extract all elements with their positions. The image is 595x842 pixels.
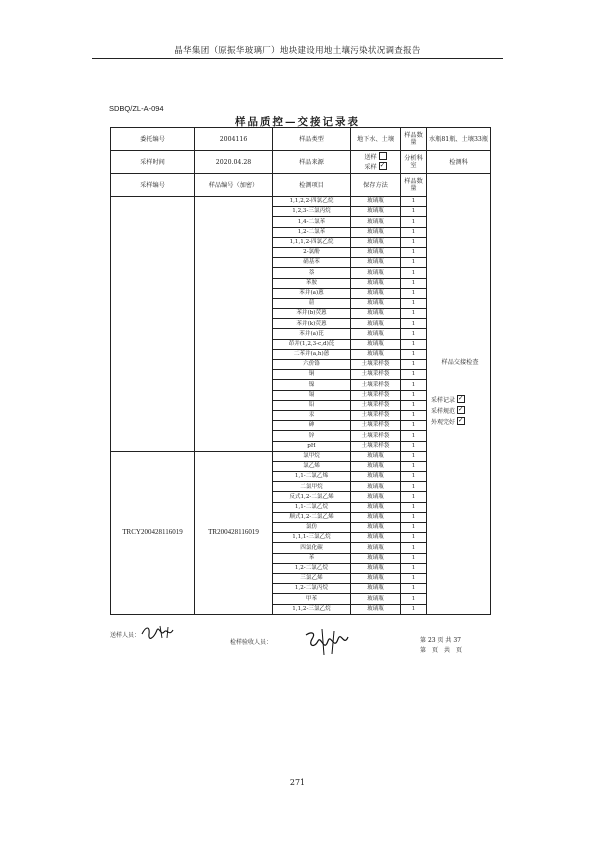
sample-no-cell — [111, 197, 195, 452]
date-label: 采样时间 — [111, 151, 195, 174]
item-name-cell: 四氯化碳 — [273, 543, 351, 553]
check-mark-icon: ✓ — [458, 416, 464, 425]
document-code: SDBQ/ZL-A-094 — [109, 104, 164, 113]
entrust-value: 2004116 — [195, 128, 273, 151]
page-count-secondary: 第 页 共 页 — [420, 647, 463, 654]
count-cell: 1 — [401, 461, 427, 471]
item-name-cell: 六价铬 — [273, 360, 351, 370]
count-cell: 1 — [401, 492, 427, 502]
item-name-cell: 苯并(a)芘 — [273, 329, 351, 339]
count-cell: 1 — [401, 380, 427, 390]
method-cell: 土壤采样袋 — [351, 360, 401, 370]
count-cell: 1 — [401, 523, 427, 533]
method-cell: 玻璃瓶 — [351, 329, 401, 339]
count-cell: 1 — [401, 197, 427, 207]
method-cell: 土壤采样袋 — [351, 380, 401, 390]
count-cell: 1 — [401, 482, 427, 492]
source-options — [351, 151, 401, 174]
item-name-cell: 1,1,1-三氯乙烷 — [273, 533, 351, 543]
count-cell: 1 — [401, 360, 427, 370]
method-label: 保存方法 — [351, 174, 401, 197]
header-row-3 — [111, 174, 491, 197]
count-cell: 1 — [401, 268, 427, 278]
method-cell: 土壤采样袋 — [351, 421, 401, 431]
sender-label: 送样人员： — [110, 632, 141, 639]
count-cell: 1 — [401, 370, 427, 380]
count-cell: 1 — [401, 227, 427, 237]
source-sample-label: 采样 — [364, 164, 377, 171]
item-name-cell: 1,2,3-三氯丙烷 — [273, 207, 351, 217]
item-name-cell: 甲苯 — [273, 594, 351, 604]
item-name-cell: 1,2-二氯乙烷 — [273, 563, 351, 573]
header-rule — [92, 58, 503, 59]
count-cell: 1 — [401, 512, 427, 522]
method-cell: 玻璃瓶 — [351, 604, 401, 614]
source-send-checkbox[interactable] — [379, 152, 387, 160]
check-item-label: 采样记录 — [431, 397, 456, 405]
item-name-cell: 苯并(b)荧蒽 — [273, 309, 351, 319]
method-cell: 玻璃瓶 — [351, 227, 401, 237]
page-total: 37 — [453, 637, 461, 644]
method-cell: 玻璃瓶 — [351, 349, 401, 359]
method-cell: 玻璃瓶 — [351, 533, 401, 543]
source-label: 样品来源 — [273, 151, 351, 174]
count-cell: 1 — [401, 288, 427, 298]
count-cell: 1 — [401, 339, 427, 349]
method-cell: 玻璃瓶 — [351, 461, 401, 471]
count-cell: 1 — [401, 247, 427, 257]
method-cell: 玻璃瓶 — [351, 512, 401, 522]
header-row-2 — [111, 151, 491, 174]
count-cell: 1 — [401, 217, 427, 227]
sample-code-cell: TR200428116019 — [195, 451, 273, 614]
count-cell: 1 — [401, 441, 427, 451]
method-cell: 玻璃瓶 — [351, 319, 401, 329]
method-cell: 玻璃瓶 — [351, 543, 401, 553]
count-cell: 1 — [401, 421, 427, 431]
source-send-label: 送样 — [364, 154, 377, 161]
source-sample-checkbox[interactable] — [379, 162, 387, 170]
page-mid: 页 共 — [437, 637, 452, 644]
count-cell: 1 — [401, 237, 427, 247]
item-name-cell: 氯甲烷 — [273, 451, 351, 461]
count-cell: 1 — [401, 400, 427, 410]
method-cell: 玻璃瓶 — [351, 298, 401, 308]
method-cell: 玻璃瓶 — [351, 482, 401, 492]
method-cell: 玻璃瓶 — [351, 523, 401, 533]
count-cell: 1 — [401, 543, 427, 553]
item-name-cell: 1,1-二氯乙烯 — [273, 472, 351, 482]
page-header: 晶华集团（原振华玻璃厂）地块建设用地土壤污染状况调查报告 — [174, 46, 421, 56]
method-cell: 玻璃瓶 — [351, 553, 401, 563]
count-label: 样品数量 — [401, 174, 427, 197]
page-number: 271 — [289, 778, 306, 787]
item-name-cell: 1,1-二氯乙烷 — [273, 502, 351, 512]
receiver-area — [230, 637, 272, 646]
check-item — [431, 417, 489, 428]
method-cell: 土壤采样袋 — [351, 400, 401, 410]
count-cell: 1 — [401, 431, 427, 441]
method-cell: 土壤采样袋 — [351, 370, 401, 380]
count-cell: 1 — [401, 451, 427, 461]
item-name-cell: 1,2-二氯丙烷 — [273, 584, 351, 594]
count-cell: 1 — [401, 278, 427, 288]
item-name-cell: 反式1,2-二氯乙烯 — [273, 492, 351, 502]
count-cell: 1 — [401, 410, 427, 420]
method-cell: 玻璃瓶 — [351, 258, 401, 268]
method-cell: 玻璃瓶 — [351, 492, 401, 502]
item-name-cell: 顺式1,2-二氯乙烯 — [273, 512, 351, 522]
check-title: 样品交接检查 — [441, 359, 479, 367]
count-cell: 1 — [401, 258, 427, 268]
item-name-cell: 二苯并(a,h)蒽 — [273, 349, 351, 359]
method-cell: 土壤采样袋 — [351, 390, 401, 400]
item-name-cell: 三氯乙烯 — [273, 573, 351, 583]
item-name-cell: 䓛 — [273, 298, 351, 308]
count-cell: 1 — [401, 502, 427, 512]
item-name-cell: 1,2-二氯苯 — [273, 227, 351, 237]
item-name-cell: 镍 — [273, 380, 351, 390]
type-value: 地下水、土壤 — [351, 128, 401, 151]
count-cell: 1 — [401, 329, 427, 339]
count-cell: 1 — [401, 584, 427, 594]
sample-code-cell — [195, 197, 273, 452]
item-name-cell: 镉 — [273, 390, 351, 400]
count-cell: 1 — [401, 319, 427, 329]
page-value: 23 — [427, 637, 436, 644]
method-cell: 玻璃瓶 — [351, 278, 401, 288]
item-name-cell: 锌 — [273, 431, 351, 441]
method-cell: 玻璃瓶 — [351, 563, 401, 573]
count-cell: 1 — [401, 563, 427, 573]
item-name-cell: 苯胺 — [273, 278, 351, 288]
check-item-checkbox[interactable] — [457, 417, 465, 425]
item-name-cell: 1,1,2-三氯乙烷 — [273, 604, 351, 614]
handover-table — [110, 127, 491, 615]
item-name-cell: 二氯甲烷 — [273, 482, 351, 492]
count-cell: 1 — [401, 594, 427, 604]
page-count — [420, 636, 462, 656]
item-name-cell: pH — [273, 441, 351, 451]
method-cell: 玻璃瓶 — [351, 217, 401, 227]
item-name-cell: 苯并(k)荧蒽 — [273, 319, 351, 329]
check-item-checkbox[interactable] — [457, 395, 465, 403]
count-cell: 1 — [401, 553, 427, 563]
item-name-cell: 1,4-二氯苯 — [273, 217, 351, 227]
item-label: 检测项目 — [273, 174, 351, 197]
item-name-cell: 2-氯酚 — [273, 247, 351, 257]
item-name-cell: 1,1,1,2-四氯乙烷 — [273, 237, 351, 247]
unit-value: 检测科 — [427, 151, 491, 174]
check-mark-icon: ✓ — [458, 394, 464, 403]
sender-area — [110, 630, 140, 639]
item-name-cell: 1,1,2,2-四氯乙烷 — [273, 197, 351, 207]
receiver-label: 检样验收人员： — [230, 639, 273, 646]
method-cell: 玻璃瓶 — [351, 594, 401, 604]
method-cell: 玻璃瓶 — [351, 288, 401, 298]
qty-label: 样品数量 — [401, 128, 427, 151]
item-name-cell: 氯仿 — [273, 523, 351, 533]
sample-no-cell: TRCY200428116019 — [111, 451, 195, 614]
method-cell: 玻璃瓶 — [351, 472, 401, 482]
receiver-signature — [302, 627, 352, 657]
method-cell: 玻璃瓶 — [351, 207, 401, 217]
item-name-cell: 硝基苯 — [273, 258, 351, 268]
method-cell: 玻璃瓶 — [351, 584, 401, 594]
method-cell: 玻璃瓶 — [351, 339, 401, 349]
method-cell: 玻璃瓶 — [351, 451, 401, 461]
check-mark-icon: ✓ — [458, 405, 464, 414]
item-name-cell: 茚并(1,2,3-c,d)芘 — [273, 339, 351, 349]
sender-signature — [140, 624, 178, 640]
count-cell: 1 — [401, 309, 427, 319]
method-cell: 土壤采样袋 — [351, 410, 401, 420]
method-cell: 玻璃瓶 — [351, 502, 401, 512]
item-name-cell: 铅 — [273, 400, 351, 410]
item-name-cell: 砷 — [273, 421, 351, 431]
method-cell: 土壤采样袋 — [351, 441, 401, 451]
count-cell: 1 — [401, 604, 427, 614]
item-name-cell: 氯乙烯 — [273, 461, 351, 471]
header-row-1 — [111, 128, 491, 151]
form-title: 样品质控—交接记录表 — [235, 116, 360, 128]
date-value: 2020.04.28 — [195, 151, 273, 174]
sample-no-label: 采样编号 — [111, 174, 195, 197]
method-cell: 玻璃瓶 — [351, 197, 401, 207]
item-name-cell: 萘 — [273, 268, 351, 278]
item-name-cell: 铜 — [273, 370, 351, 380]
check-panel — [427, 174, 491, 615]
count-cell: 1 — [401, 390, 427, 400]
method-cell: 玻璃瓶 — [351, 309, 401, 319]
count-cell: 1 — [401, 533, 427, 543]
method-cell: 玻璃瓶 — [351, 573, 401, 583]
count-cell: 1 — [401, 472, 427, 482]
check-item-label: 采样规范 — [431, 408, 456, 416]
count-cell: 1 — [401, 573, 427, 583]
page-prefix: 第 — [420, 637, 427, 644]
count-cell: 1 — [401, 349, 427, 359]
check-item-checkbox[interactable] — [457, 406, 465, 414]
item-name-cell: 汞 — [273, 410, 351, 420]
entrust-label: 委托编号 — [111, 128, 195, 151]
count-cell: 1 — [401, 298, 427, 308]
method-cell: 玻璃瓶 — [351, 268, 401, 278]
check-mark-icon: ✓ — [379, 161, 386, 169]
method-cell: 土壤采样袋 — [351, 431, 401, 441]
sample-code-label: 样品编号（加密） — [195, 174, 273, 197]
check-item-label: 外观完好 — [431, 419, 456, 427]
qty-value: 水瓶81瓶、土壤33瓶 — [427, 128, 491, 151]
type-label: 样品类型 — [273, 128, 351, 151]
method-cell: 玻璃瓶 — [351, 247, 401, 257]
item-name-cell: 苯 — [273, 553, 351, 563]
item-name-cell: 苯并(a)蒽 — [273, 288, 351, 298]
count-cell: 1 — [401, 207, 427, 217]
method-cell: 玻璃瓶 — [351, 237, 401, 247]
unit-label: 分析科室 — [401, 151, 427, 174]
